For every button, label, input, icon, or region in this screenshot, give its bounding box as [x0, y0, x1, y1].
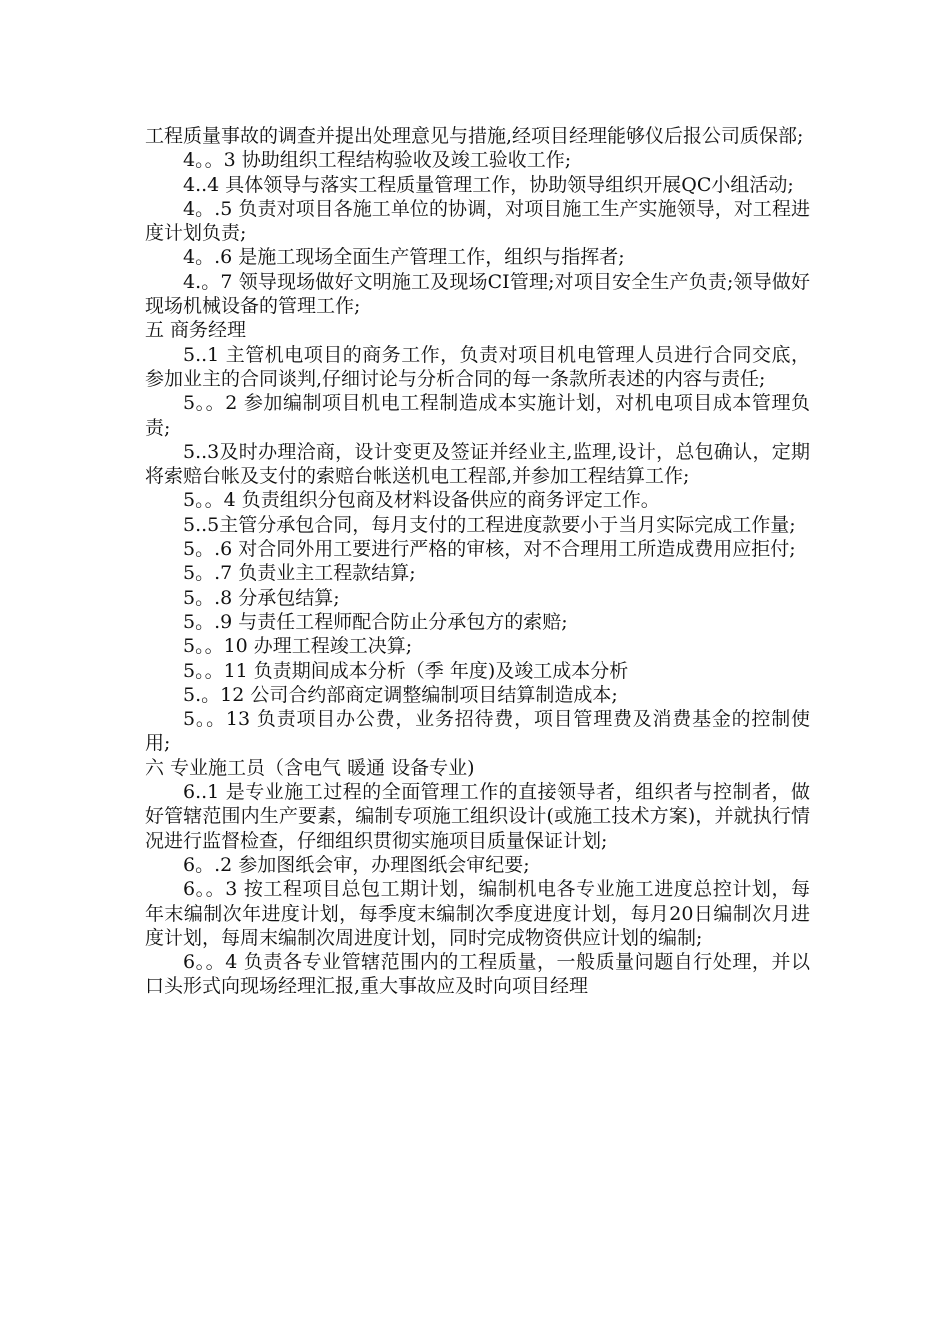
paragraph: 5.。12 公司合约部商定调整编制项目结算制造成本; — [183, 683, 618, 706]
paragraph: 6。。3 按工程项目总包工期计划，编制机电各专业施工进度总控计划，每年末编制次年进度计划，每季度末编制次季度进度计划，每月20日编制次月进度计划，每周末编制次周进度计划，同时完成物资供应计划的编制; — [145, 878, 810, 949]
paragraph: 4。。3 协助组织工程结构验收及竣工验收工作; — [183, 149, 572, 172]
paragraph: 5。。10 办理工程竣工决算; — [183, 635, 413, 658]
paragraph: 6..1 是专业施工过程的全面管理工作的直接领导者，组织者与控制者，做好管辖范围内生产要素，编制专项施工组织设计(或施工技术方案)，并就执行情况进行监督检查，仔细组织贯彻实施项目质量保证计划; — [145, 781, 810, 852]
paragraph: 6。.2 参加图纸会审，办理图纸会审纪要; — [183, 853, 530, 876]
paragraph: 4..4 具体领导与落实工程质量管理工作，协助领导组织开展QC小组活动; — [183, 173, 794, 196]
section-heading: 五 商务经理 — [145, 319, 247, 342]
paragraph: 5..5主管分承包合同，每月支付的工程进度款要小于当月实际完成工作量; — [183, 513, 796, 536]
paragraph: 5。。11 负责期间成本分析（季 年度)及竣工成本分析 — [183, 659, 629, 682]
paragraph: 5。.7 负责业主工程款结算; — [183, 562, 416, 585]
paragraph: 5..3及时办理洽商，设计变更及签证并经业主,监理,设计，总包确认，定期将索赔台帐及支付的索赔台帐送机电工程部,并参加工程结算工作; — [145, 440, 810, 488]
paragraph: 5。.6 对合同外用工要进行严格的审核，对不合理用工所造成费用应拒付; — [183, 538, 796, 561]
paragraph: 4。.6 是施工现场全面生产管理工作，组织与指挥者; — [183, 246, 625, 269]
paragraph: 5。.8 分承包结算; — [183, 586, 340, 609]
paragraph: 4.。7 领导现场做好文明施工及现场CI管理;对项目安全生产负责;领导做好现场机械设备的管理工作; — [145, 270, 810, 318]
paragraph: 5。。4 负责组织分包商及材料设备供应的商务评定工作。 — [183, 489, 660, 512]
paragraph: 5。。2 参加编制项目机电工程制造成本实施计划，对机电项目成本管理负责; — [145, 392, 810, 439]
document-body — [145, 124, 810, 999]
paragraph: 5。。13 负责项目办公费，业务招待费，项目管理费及消费基金的控制使用; — [145, 708, 810, 755]
paragraph: 4。.5 负责对项目各施工单位的协调，对项目施工生产实施领导，对工程进度计划负责; — [145, 197, 810, 245]
paragraph: 5..1 主管机电项目的商务工作，负责对项目机电管理人员进行合同交底，参加业主的合同谈判,仔细讨论与分析合同的每一条款所表述的内容与责任; — [145, 343, 810, 390]
paragraph: 6。。4 负责各专业管辖范围内的工程质量，一般质量问题自行处理，并以口头形式向现场经理汇报,重大事故应及时向项目经理 — [145, 951, 810, 998]
paragraph: 5。.9 与责任工程师配合防止分承包方的索赔; — [183, 610, 568, 633]
paragraph: 工程质量事故的调查并提出处理意见与措施,经项目经理能够仪后报公司质保部; — [145, 125, 804, 147]
section-heading: 六 专业施工员（含电气 暖通 设备专业) — [145, 756, 475, 779]
